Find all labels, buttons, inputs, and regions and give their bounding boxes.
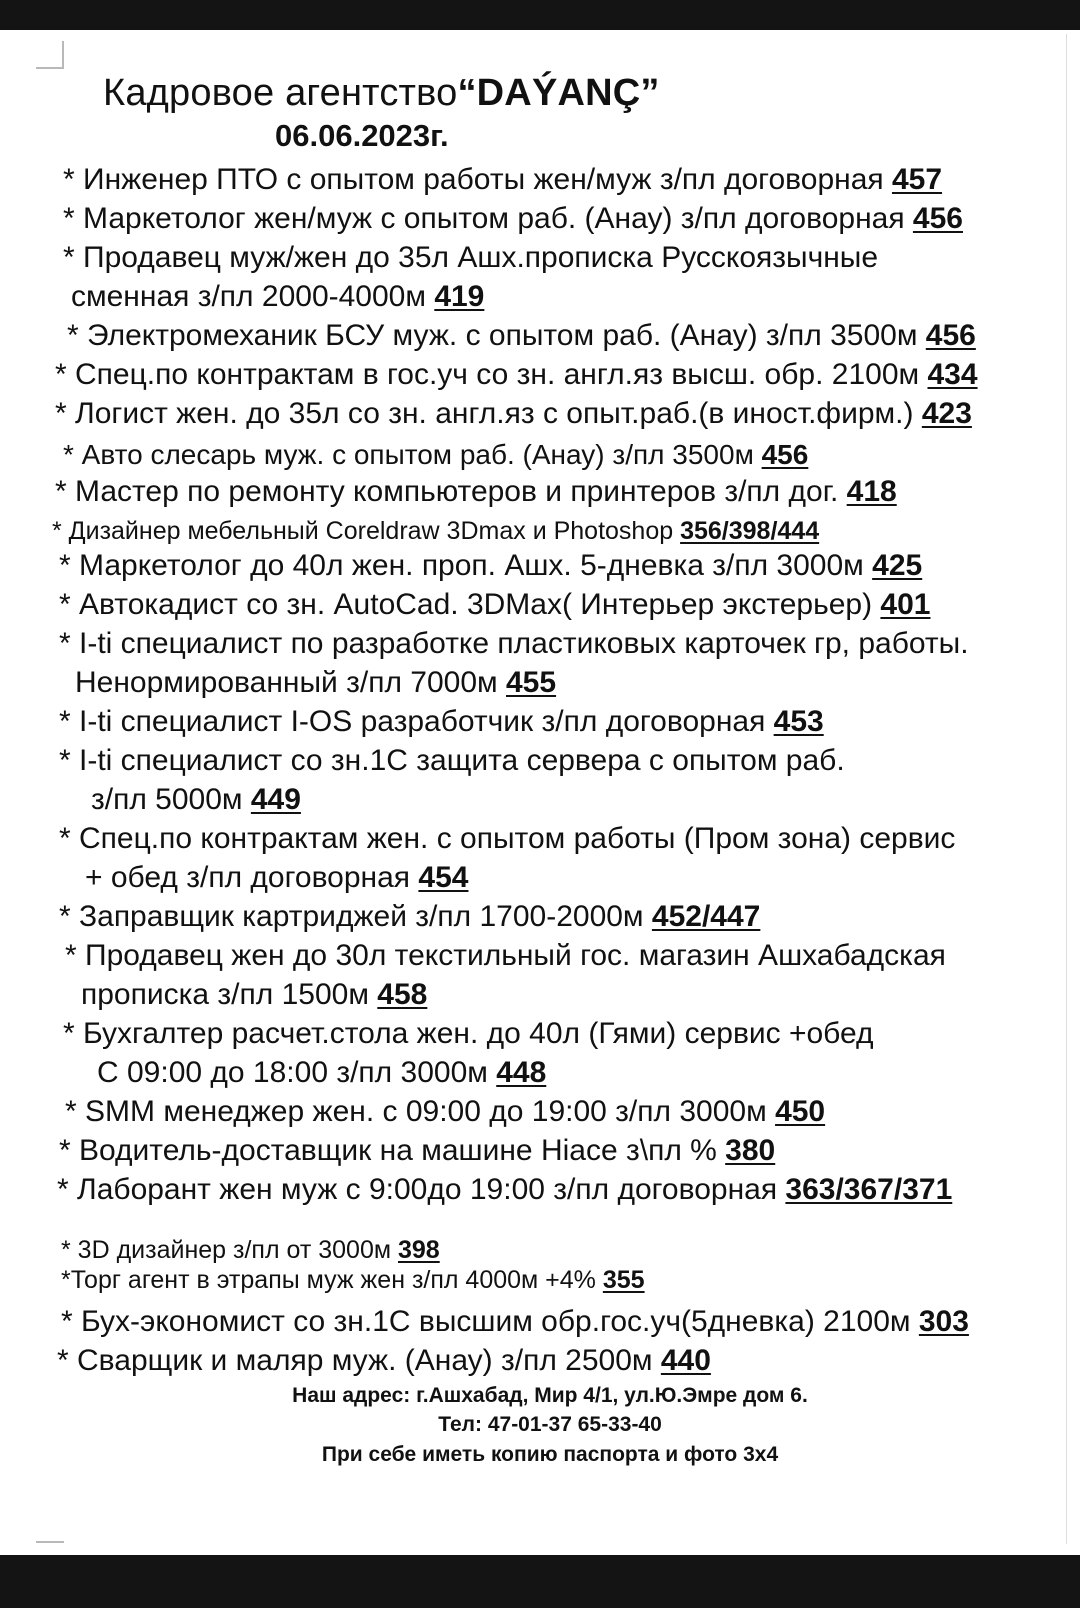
vacancy-code: 458 [377,978,428,1011]
vacancy-text: * Спец.по контрактам жен. с опытом работы (Пром зона) сервис [59,822,956,855]
vacancy-code: 363/367/371 [785,1173,953,1206]
vacancy-line [55,357,978,393]
footer-address: Наш адрес: г.Ашхабад, Мир 4/1, ул.Ю.Эмре дом 6. [292,1384,808,1407]
vacancy-line [59,821,955,857]
vacancy-code: 456 [925,319,976,352]
vacancy-text: С 09:00 до 18:00 з/пл 3000м [97,1056,497,1089]
brand-name: “DAÝANÇ” [457,72,660,114]
vacancy-code: 380 [725,1134,776,1167]
vacancy-line [65,1094,825,1130]
vacancy-text: * Водитель-доставщик на машине Hiace з\пл % [59,1134,726,1167]
page-corner-mark-bottom [36,1541,64,1543]
vacancy-line [61,1304,969,1340]
vacancy-line [59,743,845,779]
vacancy-code: 455 [506,666,557,699]
vacancy-text: * I-ti специалист I-OS разработчик з/пл договорная [59,705,774,738]
vacancy-code: 457 [891,163,943,196]
vacancy-code: 456 [912,202,963,235]
vacancy-text: * Сварщик и маляр муж. (Анау) з/пл 2500м [57,1344,661,1377]
vacancy-text: * Электромеханик БСУ муж. с опытом раб. (Анау) з/пл 3500м [67,319,926,352]
vacancy-code: 303 [918,1305,969,1338]
vacancy-code: 423 [921,397,972,430]
page-edge-line [1066,34,1067,1544]
vacancy-text: * Спец.по контрактам в гос.уч со зн. англ.яз высш. обр. 2100м [55,358,928,391]
vacancy-text: * Заправщик картриджей з/пл 1700-2000м [59,900,652,933]
vacancy-line [59,1133,775,1169]
vacancy-line [63,201,963,237]
vacancy-line [71,279,484,315]
vacancy-code: 418 [846,475,897,508]
footer-phone: Тел: 47-01-37 65-33-40 [438,1413,662,1436]
vacancy-line [63,1016,874,1052]
vacancy-text: * Маркетолог жен/муж с опытом раб. (Анау) з/пл договорная [63,202,913,235]
vacancy-code: 434 [927,358,978,391]
vacancy-line [85,860,468,896]
vacancy-text: * Маркетолог до 40л жен. проп. Ашх. 5-дневка з/пл 3000м [59,549,873,582]
vacancy-code: 440 [660,1344,711,1377]
vacancy-text: * Мастер по ремонту компьютеров и принтеров з/пл дог. [55,475,847,508]
vacancy-line [59,626,969,662]
vacancy-text: * Продавец жен до 30л текстильный гос. магазин Ашхабадская [65,939,946,972]
vacancy-code: 452/447 [651,900,761,933]
vacancy-text: * Авто слесарь муж. с опытом раб. (Анау) з/пл 3500м [63,439,762,470]
vacancy-line [63,437,808,473]
title-text: Кадровое агентство [103,72,458,114]
vacancy-text: * Продавец муж/жен до 35л Ашх.прописка Русскоязычные [63,241,879,274]
vacancy-line [59,899,760,935]
page-corner-mark-top [36,41,64,69]
vacancy-text: Ненормированный з/пл 7000м [75,666,506,699]
vacancy-line [52,513,819,549]
vacancy-code: 419 [434,280,485,313]
vacancy-line [65,938,946,974]
vacancy-code: 356/398/444 [680,517,820,545]
vacancy-line [63,162,942,198]
vacancy-code: 453 [773,705,824,738]
vacancy-text: з/пл 5000м [91,783,251,816]
vacancy-code: 355 [602,1266,645,1294]
footer-note: При себе иметь копию паспорта и фото 3х4 [321,1443,779,1466]
vacancy-text: *Торг агент в этрапы муж жен з/пл 4000м +4% [61,1266,603,1294]
vacancy-text: * Лаборант жен муж с 9:00до 19:00 з/пл договорная [57,1173,786,1206]
vacancy-code: 398 [398,1236,440,1264]
vacancy-code: 425 [872,549,923,582]
vacancy-line [57,1172,952,1208]
vacancy-code: 401 [880,588,931,621]
vacancy-code: 448 [496,1056,547,1089]
vacancy-line [55,474,897,510]
document-date: 06.06.2023г. [275,118,449,153]
vacancy-line [59,704,824,740]
vacancy-text: * Бух-экономист со зн.1С высшим обр.гос.уч(5дневка) 2100м [61,1305,919,1338]
vacancy-line [75,665,556,701]
vacancy-line [63,240,878,276]
vacancy-text: * I-ti специалист по разработке пластиковых карточек гр, работы. [59,627,969,660]
vacancy-line [91,782,301,818]
vacancy-code: 456 [761,439,809,470]
vacancy-text: * I-ti специалист со зн.1С защита сервера с опытом раб. [59,744,845,777]
vacancy-line [97,1055,546,1091]
vacancy-code: 449 [250,783,301,816]
vacancy-line [61,1262,645,1298]
vacancy-text: * 3D дизайнер з/пл от 3000м [61,1236,398,1264]
vacancy-text: прописка з/пл 1500м [81,978,378,1011]
vacancy-text: * Бухгалтер расчет.стола жен. до 40л (Гями) сервис +обед [63,1017,874,1050]
vacancy-line [67,318,976,354]
vacancy-line [59,548,922,584]
vacancy-text: * Логист жен. до 35л со зн. англ.яз с опыт.раб.(в иност.фирм.) [55,397,922,430]
vacancy-line [57,1343,711,1379]
vacancy-text: * Дизайнер мебельный Coreldraw 3Dmax и Photoshop [52,517,681,545]
vacancy-code: 454 [418,861,469,894]
bottom-black-bar [0,1555,1080,1608]
vacancy-text: сменная з/пл 2000-4000м [71,280,435,313]
vacancy-line [55,396,972,432]
vacancy-code: 450 [775,1095,826,1128]
vacancy-line [81,977,427,1013]
top-black-bar [0,0,1080,30]
vacancy-text: * Автокадист со зн. AutoCad. 3DMax( Интерьер экстерьер) [59,588,881,621]
vacancy-text: + обед з/пл договорная [85,861,419,894]
vacancy-text: * SMM менеджер жен. с 09:00 до 19:00 з/пл 3000м [65,1095,776,1128]
agency-title [103,72,660,115]
vacancy-line [59,587,930,623]
vacancy-text: * Инженер ПТО с опытом работы жен/муж з/пл договорная [63,163,892,196]
